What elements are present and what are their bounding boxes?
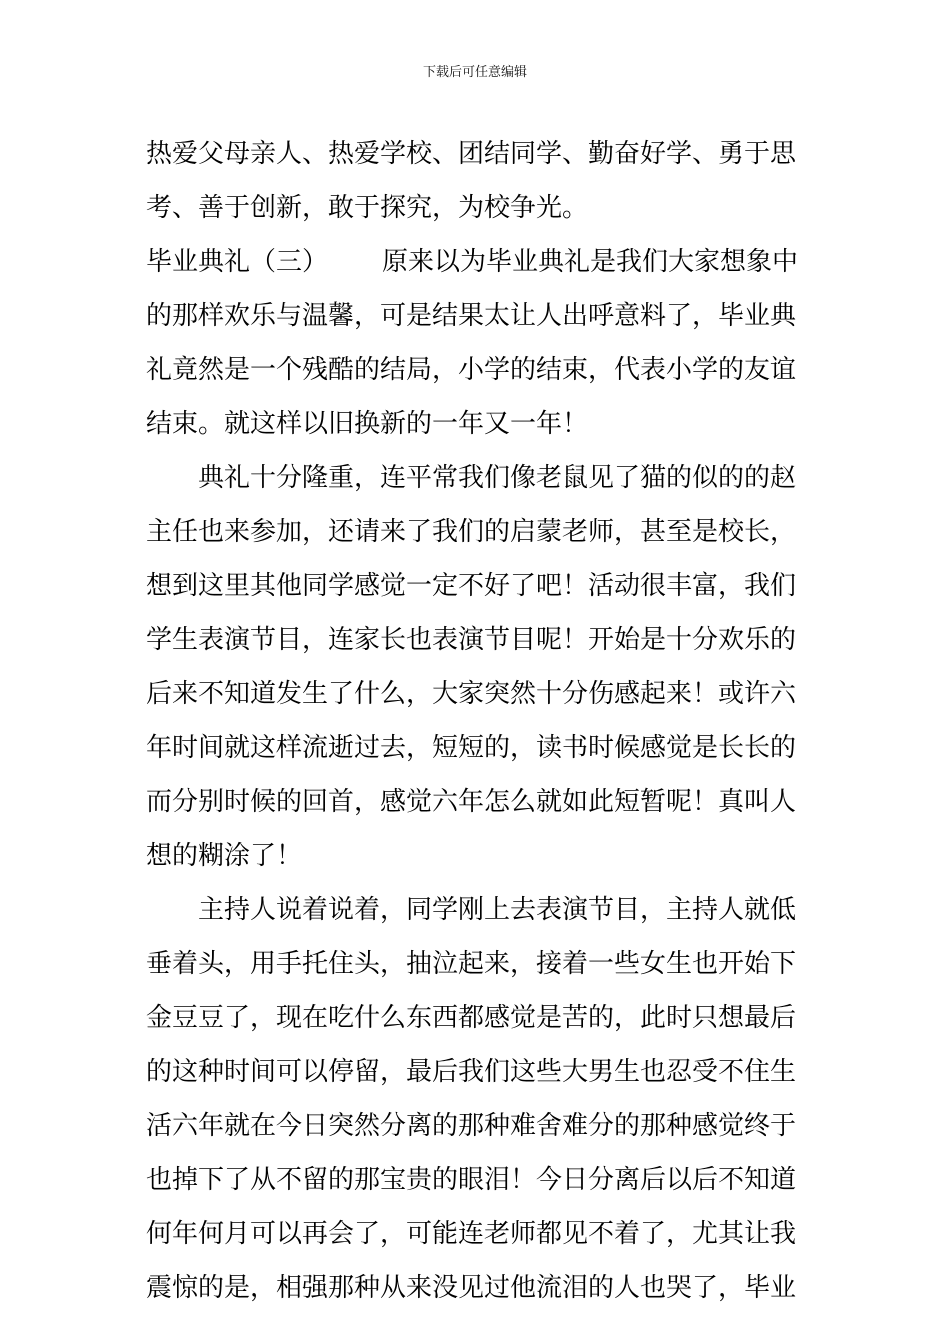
text-line: 而分别时候的回首，感觉六年怎么就如此短暂呢！真叫人 <box>146 787 797 817</box>
text-line: 原来以为毕业典礼是我们大家想象中 <box>382 247 799 277</box>
document-body <box>146 127 808 1315</box>
paragraph-start-line: 主持人说着说着，同学刚上去表演节目，主持人就低 <box>146 895 797 925</box>
text-line: 的那样欢乐与温馨，可是结果太让人出呼意料了，毕业典 <box>146 301 797 331</box>
text-line: 的这种时间可以停留，最后我们这些大男生也忍受不住生 <box>146 1057 797 1087</box>
text-line: 震惊的是，相强那种从来没见过他流泪的人也哭了，毕业 <box>146 1273 797 1303</box>
text-line: 主任也来参加，还请来了我们的启蒙老师，甚至是校长， <box>146 517 797 547</box>
text-line: 学生表演节目，连家长也表演节目呢！开始是十分欢乐的 <box>146 625 797 655</box>
text-line: 想到这里其他同学感觉一定不好了吧！活动很丰富，我们 <box>146 571 797 601</box>
text-line: 后来不知道发生了什么，大家突然十分伤感起来！或许六 <box>146 679 797 709</box>
text-line: 想的糊涂了！ <box>146 841 303 871</box>
section-heading-line <box>146 235 808 289</box>
text-line: 何年何月可以再会了，可能连老师都见不着了，尤其让我 <box>146 1219 797 1249</box>
page-header: 下载后可任意编辑 <box>422 65 527 80</box>
paragraph-start-line: 典礼十分隆重，连平常我们像老鼠见了猫的似的的赵 <box>146 463 797 493</box>
text-line: 礼竟然是一个残酷的结局，小学的结束，代表小学的友谊 <box>146 355 797 385</box>
section-title: 毕业典礼（三） <box>146 247 329 277</box>
text-line: 垂着头，用手托住头，抽泣起来，接着一些女生也开始下 <box>146 949 797 979</box>
text-line: 结束。就这样以旧换新的一年又一年！ <box>146 409 589 439</box>
text-line: 热爱父母亲人、热爱学校、团结同学、勤奋好学、勇于思 <box>146 139 797 169</box>
text-line: 活六年就在今日突然分离的那种难舍难分的那种感觉终于 <box>146 1111 797 1141</box>
text-line: 年时间就这样流逝过去，短短的，读书时候感觉是长长的 <box>146 733 797 763</box>
text-line: 也掉下了从不留的那宝贵的眼泪！今日分离后以后不知道 <box>146 1165 797 1195</box>
text-line: 考、善于创新，敢于探究，为校争光。 <box>146 193 589 223</box>
text-line: 金豆豆了，现在吃什么东西都感觉是苦的，此时只想最后 <box>146 1003 797 1033</box>
